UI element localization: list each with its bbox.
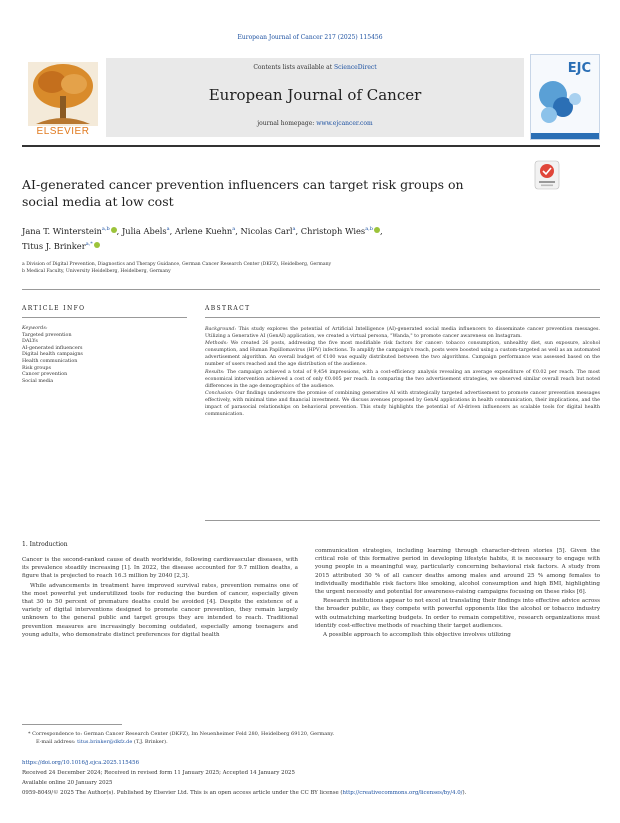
doi-link[interactable]: https://doi.org/10.1016/j.ejca.2025.115456	[22, 760, 140, 766]
abstract-heading: ABSTRACT	[205, 305, 251, 312]
abstract-bottom-rule	[205, 520, 600, 521]
abstract-methods: Methods: We created 26 posts, addressing the five most modifiable risk factors for cancer: tobacco consumption, unhealthy diet, sun exposure, alcohol consumption, and Human Papillomavirus (HPV) infections. To amplify the campaign's reach, posts were boosted using a custom-targeted as well as an automated advertisement algorithm. An overall budget of €100 was equally distributed between the two algorithms. Campaign performance was assessed based on the number of users reached and the age distribution of the audience.	[205, 341, 601, 368]
body-column-right	[315, 547, 600, 640]
author-email-link[interactable]: titus.brinker@dkfz.de	[77, 739, 133, 745]
journal-homepage-link[interactable]: www.ejcancer.com	[316, 120, 373, 127]
author[interactable]: Titus J. Brinker$^{a,*}$	[22, 241, 100, 251]
footnote-rule	[22, 724, 122, 725]
journal-masthead	[106, 58, 524, 137]
author-line	[22, 223, 542, 238]
keywords-list	[22, 326, 182, 385]
author[interactable]: Christoph Wies$^{a,b}$ ,	[300, 225, 383, 236]
abstract-body	[205, 326, 600, 418]
keyword[interactable]: Risk groups	[22, 365, 51, 371]
header-divider	[22, 145, 600, 147]
paper-title: AI-generated cancer prevention influencers can target risk groups on social media at low cost	[22, 177, 464, 209]
body-paragraph: Cancer is the second-ranked cause of death worldwide, following cardiovascular diseases, with its prevalence steadily increasing [1]. In 2022, the disease accounted for 9.7 million deaths, a figure that is projected to reach 16.3 million by 2040 [2,3].	[22, 557, 298, 580]
keyword[interactable]: Digital health campaigns	[22, 352, 83, 358]
author[interactable]: Julia Abels$^a$,	[121, 225, 175, 236]
affiliation: b Medical Faculty, University Heidelberg, Heidelberg, Germany	[22, 268, 171, 274]
sciencedirect-link[interactable]: ScienceDirect	[334, 64, 377, 71]
orcid-icon[interactable]	[94, 242, 100, 248]
available-online-date: Available online 20 January 2025	[22, 780, 113, 786]
journal-cover-image[interactable]	[530, 54, 600, 140]
contents-availability: Contents lists available at ScienceDirect	[253, 64, 377, 71]
body-column-left	[22, 556, 298, 640]
body-paragraph: A possible approach to accomplish this objective involves utilizing	[323, 632, 511, 639]
keyword[interactable]: Cancer prevention	[22, 372, 68, 378]
running-header[interactable]: European Journal of Cancer 217 (2025) 115456	[237, 34, 383, 41]
crossmark-icon	[534, 160, 560, 190]
author[interactable]: Nicolas Carl$^a$,	[240, 225, 301, 236]
check-for-updates-button[interactable]	[534, 160, 560, 190]
affiliation: a Division of Digital Prevention, Diagnostics and Therapy Guidance, German Cancer Research Center (DKFZ), Heidelberg, Germany	[22, 262, 332, 267]
email-footnote: E-mail address: titus.brinker@dkfz.de (T.J. Brinker).	[36, 739, 168, 745]
body-paragraph: Research institutions appear to not excel at translating their findings into effective advice across the broader public, as they compete with powerful opponents like the alcohol or tobacco industry with outmatching marketing budgets. In order to remain competitive, research organizations must identify cost-effective methods of reaching their target audiences.	[315, 598, 600, 629]
keyword[interactable]: Social media	[22, 378, 54, 384]
keyword[interactable]: AI-generated influencers	[22, 345, 83, 351]
elsevier-wordmark: ELSEVIER	[36, 126, 90, 137]
author-list	[22, 223, 542, 253]
keywords-label: Keywords:	[22, 326, 48, 331]
journal-title: European Journal of Cancer	[208, 86, 422, 104]
abstract-conclusion: Conclusion: Our findings underscore the promise of combining generative AI with strategically targeted advertisement to promote cancer prevention messages effectively, with minimal time and financial investment. We discuss avenues proposed by GenAI applications in health communication, their implications, and the impact of parasocial relationships on behavioral prevention. This study highlights the potential of AI-driven influencers as scalable tools for digital health communication.	[205, 390, 600, 418]
author[interactable]: Jana T. Winterstein$^{a,b}$ ,	[22, 225, 122, 236]
license-link[interactable]: http://creativecommons.org/licenses/by/4.0/	[342, 790, 463, 796]
author[interactable]: Arlene Kuehn$^a$,	[174, 225, 241, 236]
author-line	[22, 238, 542, 253]
license-notice: 0959-8049/© 2025 The Author(s). Published by Elsevier Ltd. This is an open access article under the CC BY license (http://creativecommons.org/licenses/by/4.0/).	[22, 790, 467, 796]
title-divider	[22, 289, 600, 290]
abstract-rule	[205, 317, 600, 318]
article-info-rule	[22, 317, 187, 318]
journal-homepage: journal homepage: www.ejcancer.com	[257, 120, 373, 127]
body-paragraph: communication strategies, including learning through character-driven stories [5]. Given the critical role of this formative period in developing lifestyle habits, it is necessary to engage with young people in a meaningful way, particularly concerning behavioral risk factors. A study from 2015 attributed 30 % of all cancer deaths among males and around 25 % among females to individually modifiable risk factors like smoking, alcohol consumption and high BMI, highlighting the urgent necessity and potential for awareness-raising campaigns focusing on these risks [6].	[315, 548, 600, 596]
affiliations	[22, 262, 582, 276]
keyword[interactable]: DALYs	[22, 339, 38, 345]
abstract-results: Results: The campaign achieved a total of 9,454 impressions, with a cost-efficiency analysis revealing an average expenditure of €0.02 per reach. The most economical intervention achieved a cost of only €0.005 per reach. In comparing the two advertisement strategies, we observed similar overall reach but noted differences in the age demographics of the audience.	[205, 369, 600, 389]
correspondence-footnote: * Correspondence to: German Cancer Research Center (DKFZ), Im Neuenheimer Feld 280, Heidelberg 69120, Germany.	[28, 731, 335, 737]
elsevier-logo[interactable]	[22, 58, 104, 142]
introduction-heading: 1. Introduction	[22, 541, 68, 548]
received-dates: Received 24 December 2024; Received in revised form 11 January 2025; Accepted 14 January 2025	[22, 770, 295, 776]
body-paragraph: While advancements in treatment have improved survival rates, prevention remains one of the most powerful yet underutilized tools for reducing the burden of cancer, especially given that 30 to 50 percent of premature deaths could be avoided [4]. Despite the existence of a variety of digital interventions designed to promote cancer prevention, they remain largely unknown to the general public and target groups they are intended to reach. Traditional prevention measures are increasingly becoming outdated, especially among teenagers and young adults, who demonstrate distinct preferences for digital health	[22, 582, 298, 638]
keyword[interactable]: Health communication	[22, 358, 78, 364]
cover-label: EJC	[567, 61, 591, 76]
keyword[interactable]: Targeted prevention	[22, 332, 72, 338]
abstract-background: Background: This study explores the potential of Artificial Intelligence (AI)-generated social media influencers to disseminate cancer prevention messages. Utilizing a Generative AI (GenAI) application, we created a virtual persona, "Wanda," to promote cancer awareness on Instagram.	[205, 327, 600, 340]
article-info-heading: ARTICLE INFO	[22, 305, 86, 312]
